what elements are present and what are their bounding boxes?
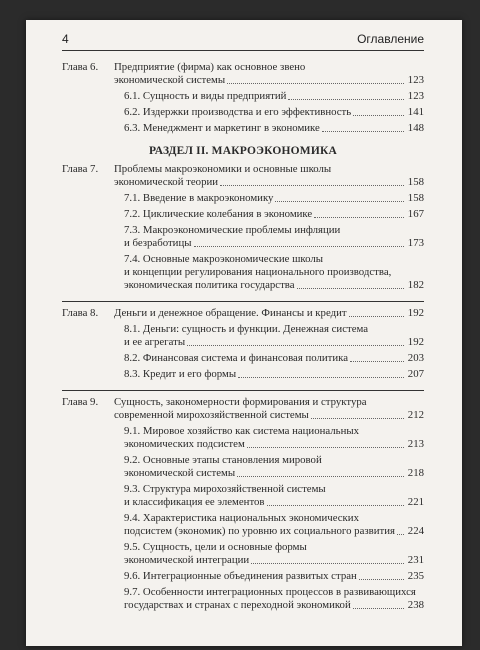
subsection: [114, 253, 424, 292]
subsection-page: 158: [407, 192, 424, 204]
subsection-last-line: [124, 122, 424, 135]
dot-leader: [350, 361, 404, 362]
subsection-page: 148: [407, 122, 424, 134]
dot-leader: [288, 99, 403, 100]
chapter-title-page: 212: [407, 409, 424, 421]
dot-leader: [311, 418, 404, 419]
subsection-page: 182: [407, 279, 424, 291]
running-head: Оглавление: [357, 32, 424, 46]
chapter-title: [114, 163, 424, 189]
chapter-body: [114, 61, 424, 138]
subsection-line: 6.3. Менеджмент и маркетинг в экономике: [124, 122, 320, 134]
subsection-text: [124, 122, 424, 135]
dot-leader: [251, 563, 404, 564]
chapter-row: [62, 396, 424, 615]
header-rule: [62, 50, 424, 51]
subsection-line: государствах и странах с переходной экономикой: [124, 599, 351, 611]
subsection-text: [124, 253, 424, 292]
subsection-line: 9.3. Структура мирохозяйственной системы: [124, 483, 326, 495]
subsection-line: 7.4. Основные макроэкономические школы: [124, 253, 324, 265]
chapter-9: [62, 396, 424, 615]
subsection: [114, 586, 424, 612]
subsection-line: 9.6. Интеграционные объединения развитых стран: [124, 570, 357, 582]
subsection-line: 8.3. Кредит и его формы: [124, 368, 237, 380]
subsection-last-line: [124, 352, 424, 365]
chapter-7: [62, 163, 424, 295]
subsection-line: 8.1. Деньги: сущность и функции. Денежная система: [124, 323, 369, 335]
subsection-line: и безработицы: [124, 237, 192, 249]
dot-leader: [353, 115, 404, 116]
subsection-line: 8.2. Финансовая система и финансовая политика: [124, 352, 349, 364]
subsection-line: подсистем (экономик) по уровню их социального развития: [124, 525, 395, 537]
dot-leader: [194, 246, 404, 247]
chapter-title-last-line: [114, 409, 424, 422]
chapter-title: [114, 307, 424, 320]
chapter-title-last-line: [114, 176, 424, 189]
chapter-title-line: Проблемы макроэкономики и основные школы: [114, 163, 332, 175]
dot-leader: [297, 288, 404, 289]
subsection-page: 231: [407, 554, 424, 566]
subsection-line: и ее агрегаты: [124, 336, 186, 348]
subsection-page: 167: [407, 208, 424, 220]
subsection-page: 224: [407, 525, 424, 537]
subsection: [114, 224, 424, 250]
chapter-title-text: [114, 396, 424, 422]
subsection-text: [124, 512, 424, 538]
subsection-line: и концепции регулирования национального производства,: [124, 266, 392, 278]
subsection-last-line: [124, 279, 424, 292]
subsection-line: 6.2. Издержки производства и его эффективность: [124, 106, 352, 118]
dot-leader: [353, 608, 404, 609]
subsection-page: 192: [407, 336, 424, 348]
subsection: [114, 570, 424, 583]
subsection-last-line: [124, 336, 424, 349]
chapter-title-page: 123: [407, 74, 424, 86]
chapter-title-page: 158: [407, 176, 424, 188]
chapter-title-text: [114, 307, 424, 320]
subsection: [114, 541, 424, 567]
section-title: РАЗДЕЛ II. МАКРОЭКОНОМИКА: [148, 145, 338, 157]
chapter-body: [114, 163, 424, 295]
subsection-line: 7.3. Макроэкономические проблемы инфляции: [124, 224, 341, 236]
chapter-row: [62, 307, 424, 384]
chapter-title-last-line: [114, 307, 424, 320]
subsection-page: 238: [407, 599, 424, 611]
subsection-line: экономической системы: [124, 467, 236, 479]
chapter-body: [114, 396, 424, 615]
subsection-last-line: [124, 599, 424, 612]
chapter-label: Глава 8.: [62, 307, 99, 319]
chapter-title-page: 192: [407, 307, 424, 319]
chapter-label: Глава 9.: [62, 396, 99, 408]
subsection-last-line: [124, 554, 424, 567]
dot-leader: [397, 534, 404, 535]
subsection: [114, 106, 424, 119]
subsection-last-line: [124, 106, 424, 119]
subsection: [114, 352, 424, 365]
subsection-line: 9.1. Мировое хозяйство как система национальных: [124, 425, 360, 437]
subsection-line: 7.2. Циклические колебания в экономике: [124, 208, 313, 220]
subsection-text: [124, 570, 424, 583]
subsection-line: 9.2. Основные этапы становления мировой: [124, 454, 322, 466]
table-of-contents: [62, 56, 424, 615]
chapter-row: [62, 163, 424, 295]
subsection-text: [124, 106, 424, 119]
subsection-last-line: [124, 368, 424, 381]
chapter-title-line: Деньги и денежное обращение. Финансы и кредит: [114, 307, 347, 319]
subsection-text: [124, 323, 424, 349]
chapter-title: [114, 61, 424, 87]
subsection: [114, 192, 424, 205]
subsection-last-line: [124, 525, 424, 538]
subsection-text: [124, 352, 424, 365]
subsection-last-line: [124, 208, 424, 221]
subsection-text: [124, 224, 424, 250]
chapter-title-line: Сущность, закономерности формирования и структура: [114, 396, 367, 408]
subsection-text: [124, 586, 424, 612]
subsection: [114, 368, 424, 381]
subsection-page: 173: [407, 237, 424, 249]
subsection-page: 123: [407, 90, 424, 102]
subsection-text: [124, 425, 424, 451]
chapter-title-line: современной мирохозяйственной системы: [114, 409, 309, 421]
subsection-text: [124, 208, 424, 221]
subsection-line: 6.1. Сущность и виды предприятий: [124, 90, 287, 102]
subsection: [114, 483, 424, 509]
subsection-last-line: [124, 237, 424, 250]
dot-leader: [267, 505, 404, 506]
subsection-last-line: [124, 467, 424, 480]
subsection-text: [124, 483, 424, 509]
chapter-title-last-line: [114, 74, 424, 87]
subsection-text: [124, 90, 424, 103]
subsection-last-line: [124, 192, 424, 205]
subsection-line: 9.5. Сущность, цели и основные формы: [124, 541, 307, 553]
dot-leader: [237, 476, 404, 477]
subsection: [114, 122, 424, 135]
dot-leader: [238, 377, 404, 378]
dot-leader: [227, 83, 404, 84]
chapter-body: [114, 307, 424, 384]
chapter-title-line: Предприятие (фирма) как основное звено: [114, 61, 306, 73]
book-page: [26, 20, 462, 646]
subsection-line: и классификация ее элементов: [124, 496, 265, 508]
subsection-line: экономическая политика государства: [124, 279, 295, 291]
chapter-label: Глава 6.: [62, 61, 99, 73]
subsection-page: 221: [407, 496, 424, 508]
chapter-row: [62, 61, 424, 138]
subsection-text: [124, 454, 424, 480]
chapter-title: [114, 396, 424, 422]
dot-leader: [220, 185, 404, 186]
dot-leader: [322, 131, 404, 132]
subsection-text: [124, 192, 424, 205]
subsection-last-line: [124, 90, 424, 103]
subsection-text: [124, 541, 424, 567]
subsection-page: 203: [407, 352, 424, 364]
subsection: [114, 208, 424, 221]
subsection-page: 235: [407, 570, 424, 582]
chapter-title-line: экономической теории: [114, 176, 219, 188]
subsection-last-line: [124, 570, 424, 583]
subsection-page: 207: [407, 368, 424, 380]
chapter-label: Глава 7.: [62, 163, 99, 175]
chapter-8: [62, 307, 424, 384]
dot-leader: [187, 345, 404, 346]
dot-leader: [247, 447, 404, 448]
subsection: [114, 425, 424, 451]
subsection: [114, 90, 424, 103]
subsection-line: 9.4. Характеристика национальных экономических: [124, 512, 359, 524]
subsection-line: 7.1. Введение в макроэкономику: [124, 192, 274, 204]
chapter-title-text: [114, 61, 424, 87]
subsection: [114, 323, 424, 349]
chapter-separator: [62, 301, 424, 302]
dot-leader: [359, 579, 404, 580]
subsection-line: экономической интеграции: [124, 554, 250, 566]
subsection: [114, 454, 424, 480]
subsection: [114, 512, 424, 538]
subsection-page: 213: [407, 438, 424, 450]
dot-leader: [275, 201, 403, 202]
subsection-line: экономических подсистем: [124, 438, 245, 450]
subsection-last-line: [124, 496, 424, 509]
chapter-separator: [62, 390, 424, 391]
subsection-last-line: [124, 438, 424, 451]
dot-leader: [314, 217, 404, 218]
page-number: 4: [62, 32, 69, 46]
chapter-6: [62, 61, 424, 138]
subsection-page: 141: [407, 106, 424, 118]
subsection-page: 218: [407, 467, 424, 479]
dot-leader: [349, 316, 404, 317]
subsection-text: [124, 368, 424, 381]
chapter-title-line: экономической системы: [114, 74, 226, 86]
chapter-title-text: [114, 163, 424, 189]
subsection-line: 9.7. Особенности интеграционных процессов в развивающихся: [124, 586, 416, 598]
